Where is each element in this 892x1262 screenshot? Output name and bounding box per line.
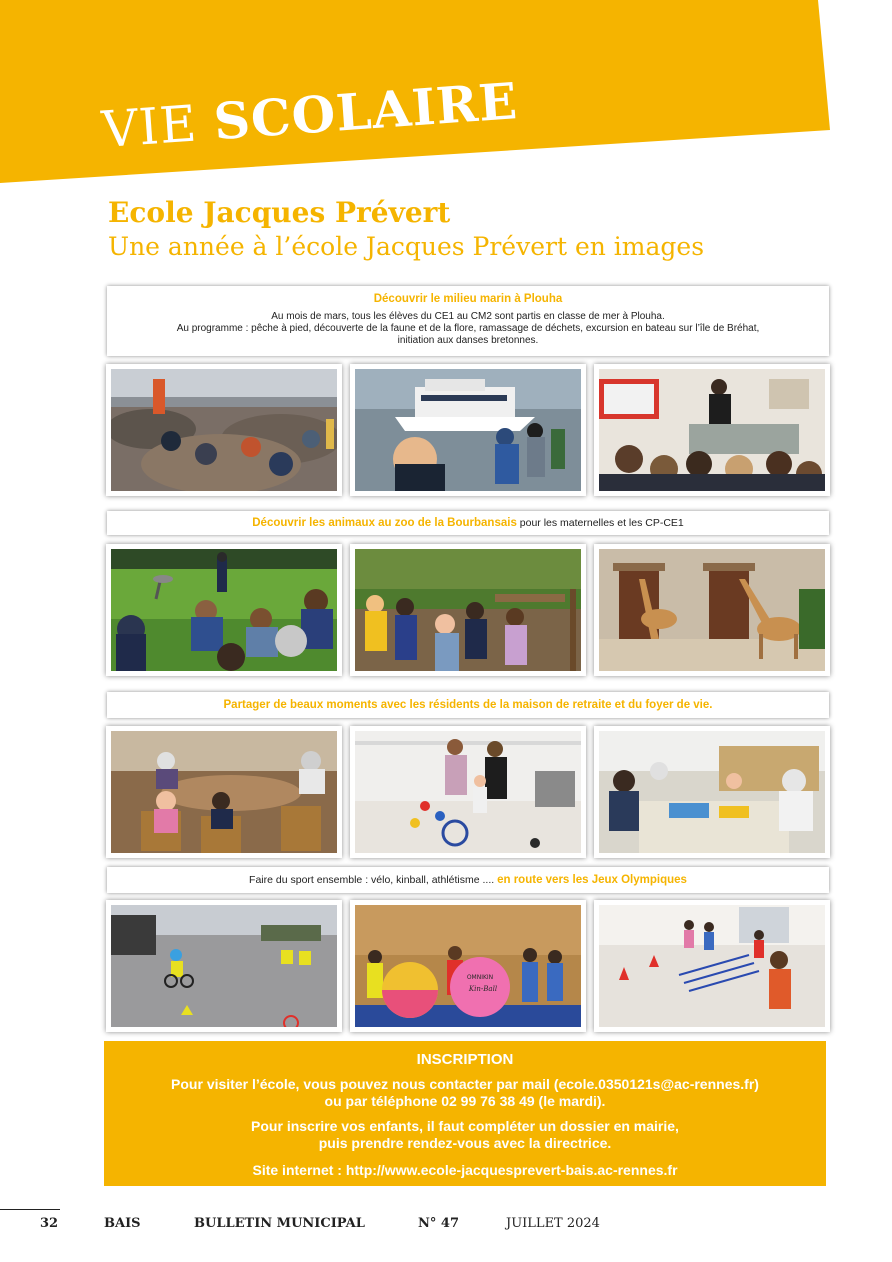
caption-text-line: initiation aux danses bretonnes.	[397, 335, 539, 346]
photo-sport-athletics	[594, 900, 830, 1032]
footer-bulletin: BULLETIN MUNICIPAL	[194, 1216, 365, 1231]
inscription-box	[104, 1041, 826, 1186]
photo-retirement-home-games	[350, 726, 586, 858]
inscription-enrol-line: puis prendre rendez-vous avec la directrice.	[318, 1135, 612, 1151]
photo-zoo-giraffes	[594, 544, 830, 676]
inscription-contact-line: Pour visiter l’école, vous pouvez nous contacter par mail (ecole.0350121s@ac-rennes.fr)	[171, 1076, 759, 1092]
caption-text: Faire du sport ensemble : vélo, kinball, athlétisme ....	[249, 874, 498, 886]
caption-title: en route vers les Jeux Olympiques	[497, 874, 687, 886]
caption-sea-class	[107, 286, 829, 356]
photo-zoo-children-group	[350, 544, 586, 676]
caption-text: pour les maternelles et les CP-CE1	[516, 517, 684, 529]
photo-sport-kinball	[350, 900, 586, 1032]
footer-rule	[0, 1209, 60, 1210]
inscription-enrol-line: Pour inscrire vos enfants, il faut compléter un dossier en mairie,	[251, 1118, 679, 1134]
inscription-website: Site internet : http://www.ecole-jacquesprevert-bais.ac-rennes.fr	[252, 1162, 678, 1178]
footer-issue: N° 47	[418, 1216, 459, 1231]
caption-title: Découvrir les animaux au zoo de la Bourbansais	[252, 517, 517, 529]
photo-retirement-home-meal	[106, 726, 342, 858]
caption-text-line: Au mois de mars, tous les élèves du CE1 au CM2 sont partis en classe de mer à Plouha.	[271, 311, 665, 322]
inscription-title: INSCRIPTION	[416, 1051, 514, 1068]
inscription-contact-line: ou par téléphone 02 99 76 38 49 (le mardi).	[324, 1093, 606, 1109]
photo-shore-fishing	[106, 364, 342, 496]
caption-text-line: Au programme : pêche à pied, découverte de la faune et de la flore, ramassage de déchets, excursion en bateau sur l’île de Bréhat,	[176, 323, 760, 334]
kinball-brand-text: Kin-Ball	[468, 985, 498, 993]
article-heading: Ecole Jacques Prévert	[108, 196, 451, 229]
caption-sports	[107, 867, 829, 893]
caption-title: Découvrir le milieu marin à Plouha	[373, 293, 563, 305]
footer-town: BAIS	[104, 1216, 141, 1231]
photo-sport-cycling	[106, 900, 342, 1032]
photo-aquarium-class	[594, 364, 830, 496]
section-title: VIE SCOLAIRE	[99, 71, 520, 159]
caption-retirement-home	[107, 692, 829, 718]
page-number: 32	[40, 1216, 59, 1231]
footer-date: JUILLET 2024	[506, 1216, 600, 1231]
kinball-brand-text: OMNIKIN	[466, 974, 494, 981]
caption-zoo	[107, 511, 829, 535]
caption-title: Partager de beaux moments avec les résidents de la maison de retraite et du foyer de vie.	[223, 699, 713, 711]
article-subheading: Une année à l’école Jacques Prévert en images	[108, 232, 705, 261]
photo-zoo-bird-show	[106, 544, 342, 676]
photo-boat-trip	[350, 364, 586, 496]
photo-retirement-home-classroom	[594, 726, 830, 858]
